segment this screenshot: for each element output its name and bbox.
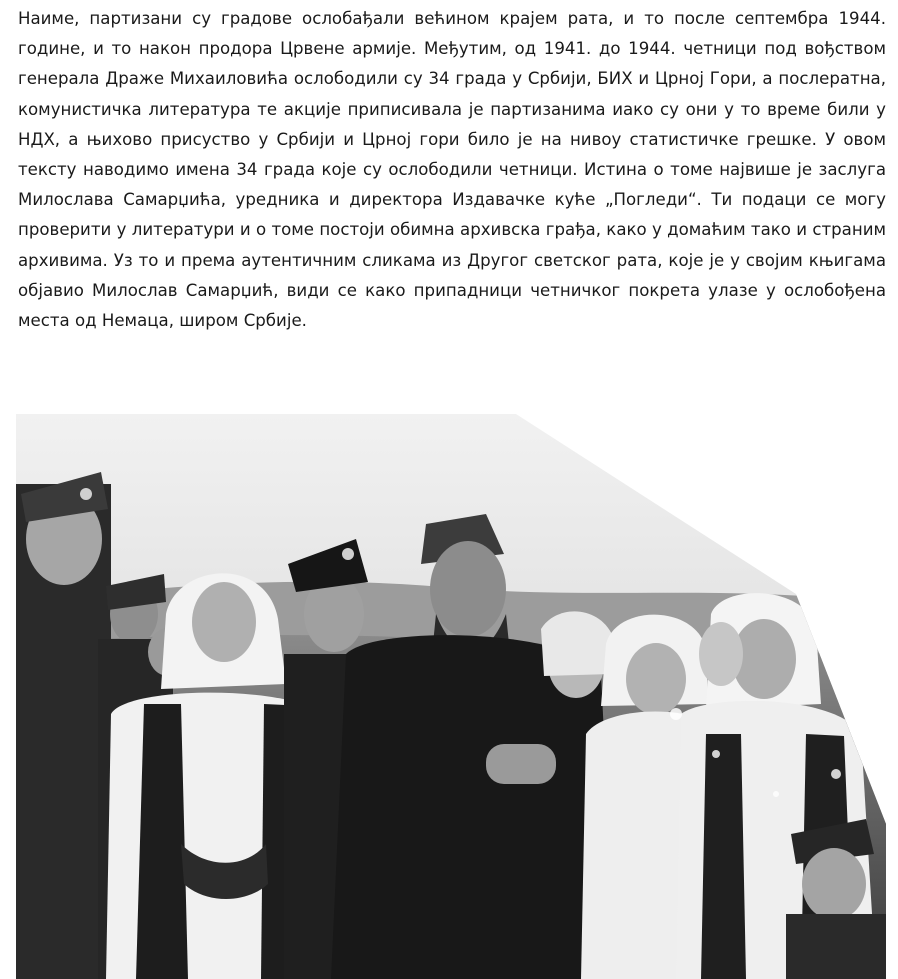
group-photo-icon	[16, 414, 886, 979]
historical-photo	[16, 414, 886, 979]
article-paragraph: Наиме, партизани су градове ослобађали већином крајем рата, и то после септембра 1944. године, и то након продора Црвене армије. Међутим, од 1941. до 1944. четници под вођством генерала Драже Михаиловића ослободили су 34 града у Србији, БИХ и Црној Гори, а послератна, комунистичка литература те акције приписивала је партизанима иако су они у то време били у НДХ, а њихово присуство у Србији и Црној гори било је на нивоу статистичке грешке. У овом тексту наводимо имена 34 града које су ослободили четници. Истина о томе највише је заслуга Милослава Самарџића, уредника и директора Издавачке куће „Погледи“. Ти подаци се могу проверити у литератури и о томе постоји обимна архивска грађа, како у домаћим тако и страним архивима. Уз то и према аутентичним сликама из Другог светског рата, које је у својим књигама објавио Милослав Самарџић, види се како припадници четничког покрета улазе у ослобођена места од Немаца, широм Србије.	[18, 9, 886, 331]
